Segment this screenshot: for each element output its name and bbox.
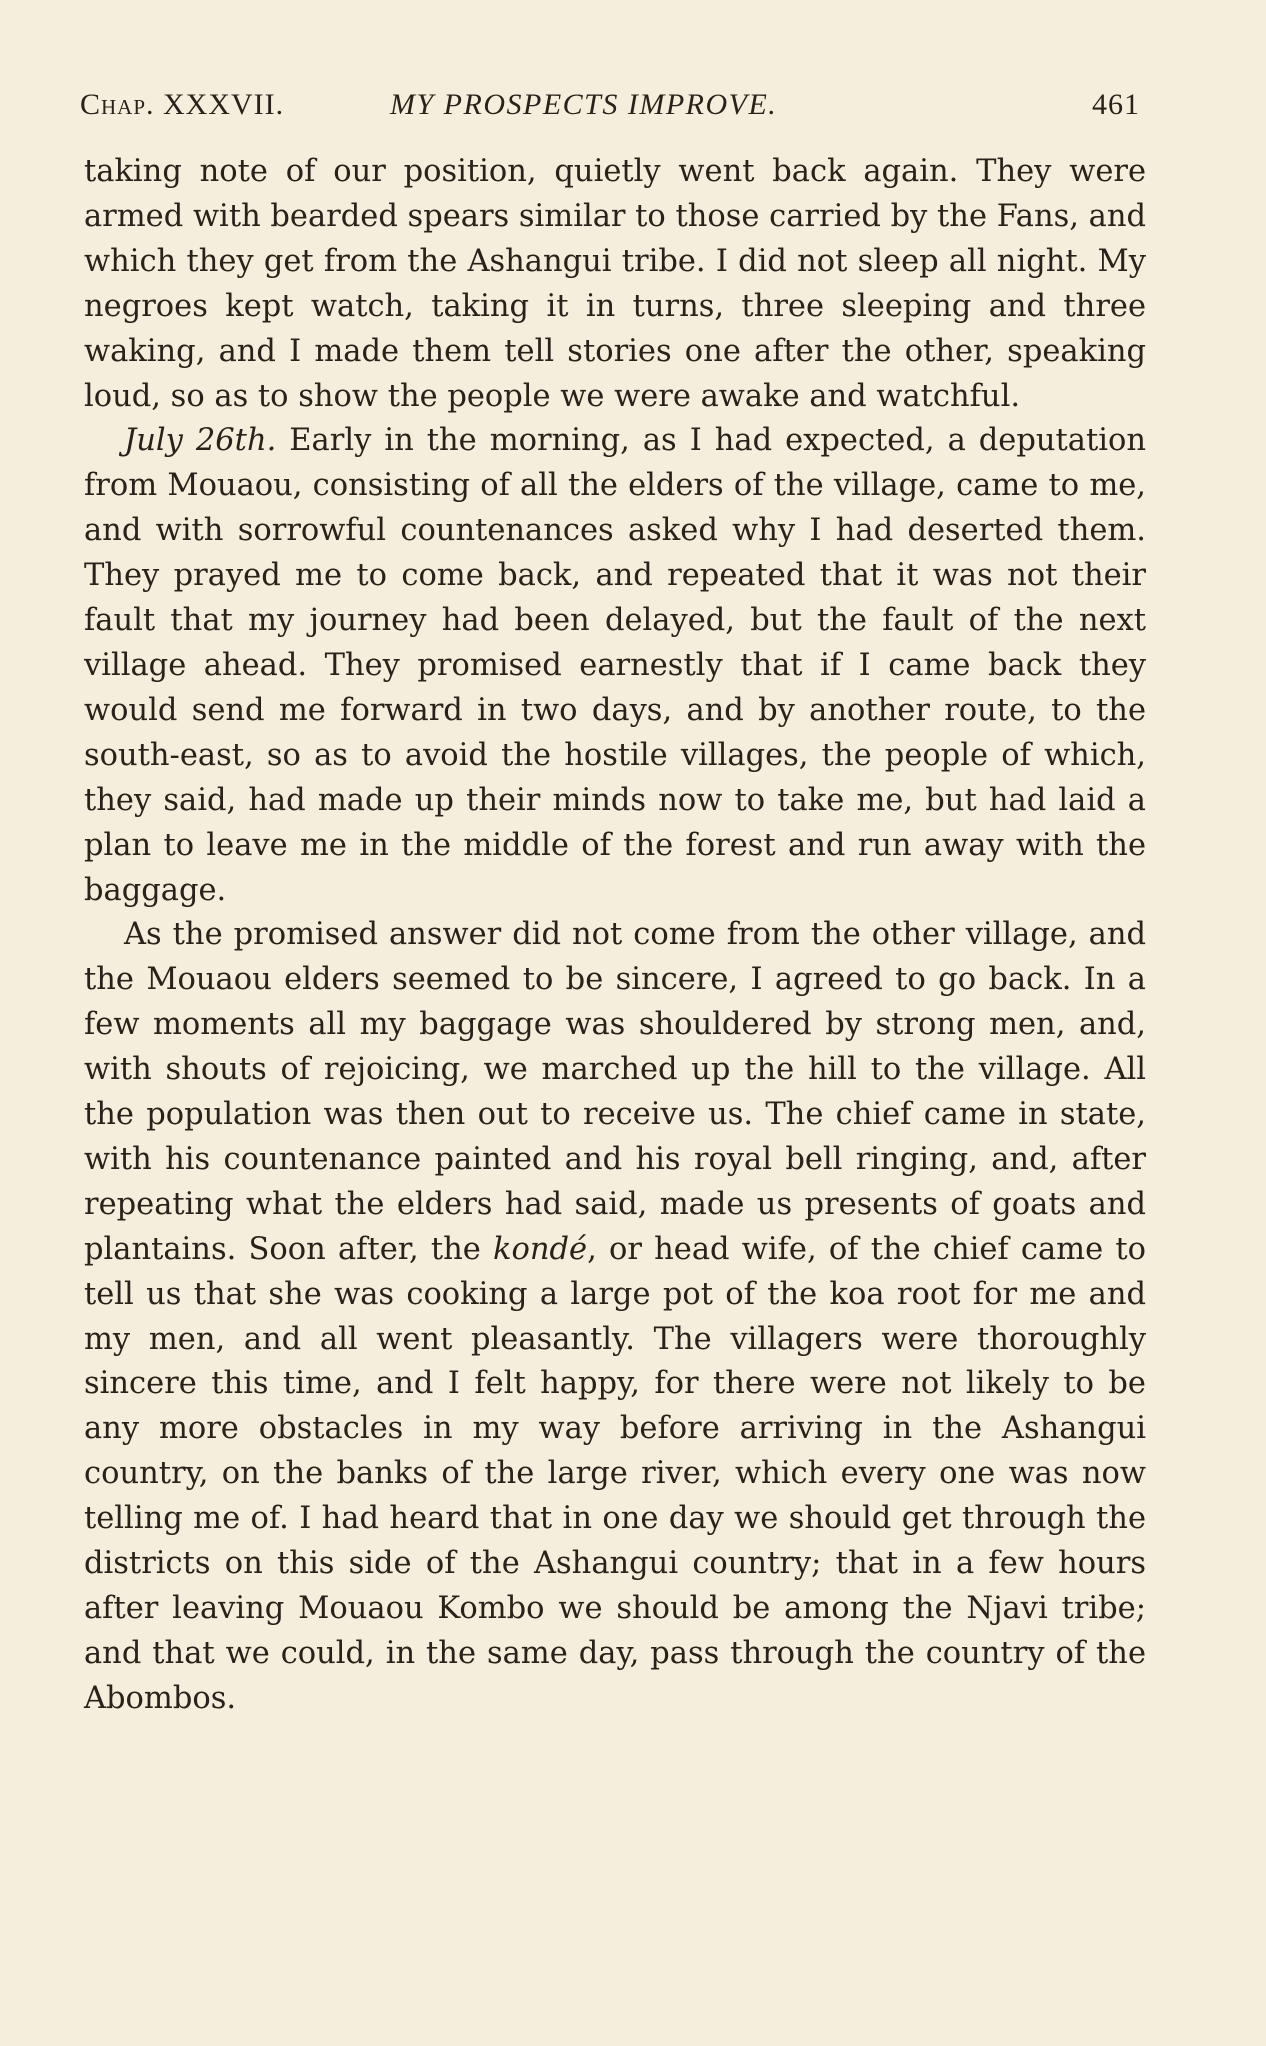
date-heading: July 26th. <box>124 423 277 459</box>
paragraph-3-text-before: As the promised answer did not come from the other village, and the Mouaou elders seemed to be sincere, I agreed to go back. In a few moments all my baggage was shouldered by strong men, and, with shouts of rejoicing, we marched up the hill to the village. All the population was then out to receive us. The chief came in state, with his countenance painted and his royal bell ringing, and, after repeating what the elders had said, made us presents of goats and plantains. Soon after, the <box>84 917 1146 1267</box>
body-text <box>84 150 1146 1722</box>
paragraph-1-text: taking note of our position, quietly went back again. They were armed with bearded spears similar to those carried by the Fans, and which they get from the Ashangui tribe. I did not sleep all night. My negroes kept watch, taking it in turns, three sleeping and three waking, and I made them tell stories one after the other, speaking loud, so as to show the people we were awake and watchful. <box>84 154 1147 414</box>
italic-term: kondé <box>493 1231 588 1267</box>
paragraph-2 <box>84 419 1146 913</box>
page-number: 461 <box>1092 88 1140 121</box>
chapter-title: MY PROSPECTS IMPROVE. <box>390 88 778 121</box>
paragraph-2-text: Early in the morning, as I had expected, a deputation from Mouaou, consisting of all the elders of the village, came to me, and with sorrowful countenances asked why I had deserted them. They prayed me to come back, and repeated that it was not their fault that my journey had been delayed, but the fault of the next village ahead. They promised earnestly that if I came back they would send me forward in two days, and by another route, to the south-east, so as to avoid the hostile villages, the people of which, they said, had made up their minds now to take me, but had laid a plan to leave me in the middle of the forest and run away with the baggage. <box>84 423 1146 908</box>
paragraph-3-text-after: , or head wife, of the chief came to tell us that she was cooking a large pot of the koa root for me and my men, and all went pleasantly. The villagers were thoroughly sincere this time, and I felt happy, for there were not likely to be any more obstacles in my way before arriving in the Ashangui country, on the banks of the large river, which every one was now telling me of. I had heard that in one day we should get through the districts on this side of the Ashangui country; that in a few hours after leaving Mouaou Kombo we should be among the Njavi tribe; and that we could, in the same day, pass through the country of the Abombos. <box>84 1231 1146 1716</box>
paragraph-3 <box>84 913 1146 1721</box>
paragraph-1 <box>84 150 1146 419</box>
running-head <box>80 88 1140 128</box>
chapter-label: Chap. XXXVII. <box>80 88 285 121</box>
